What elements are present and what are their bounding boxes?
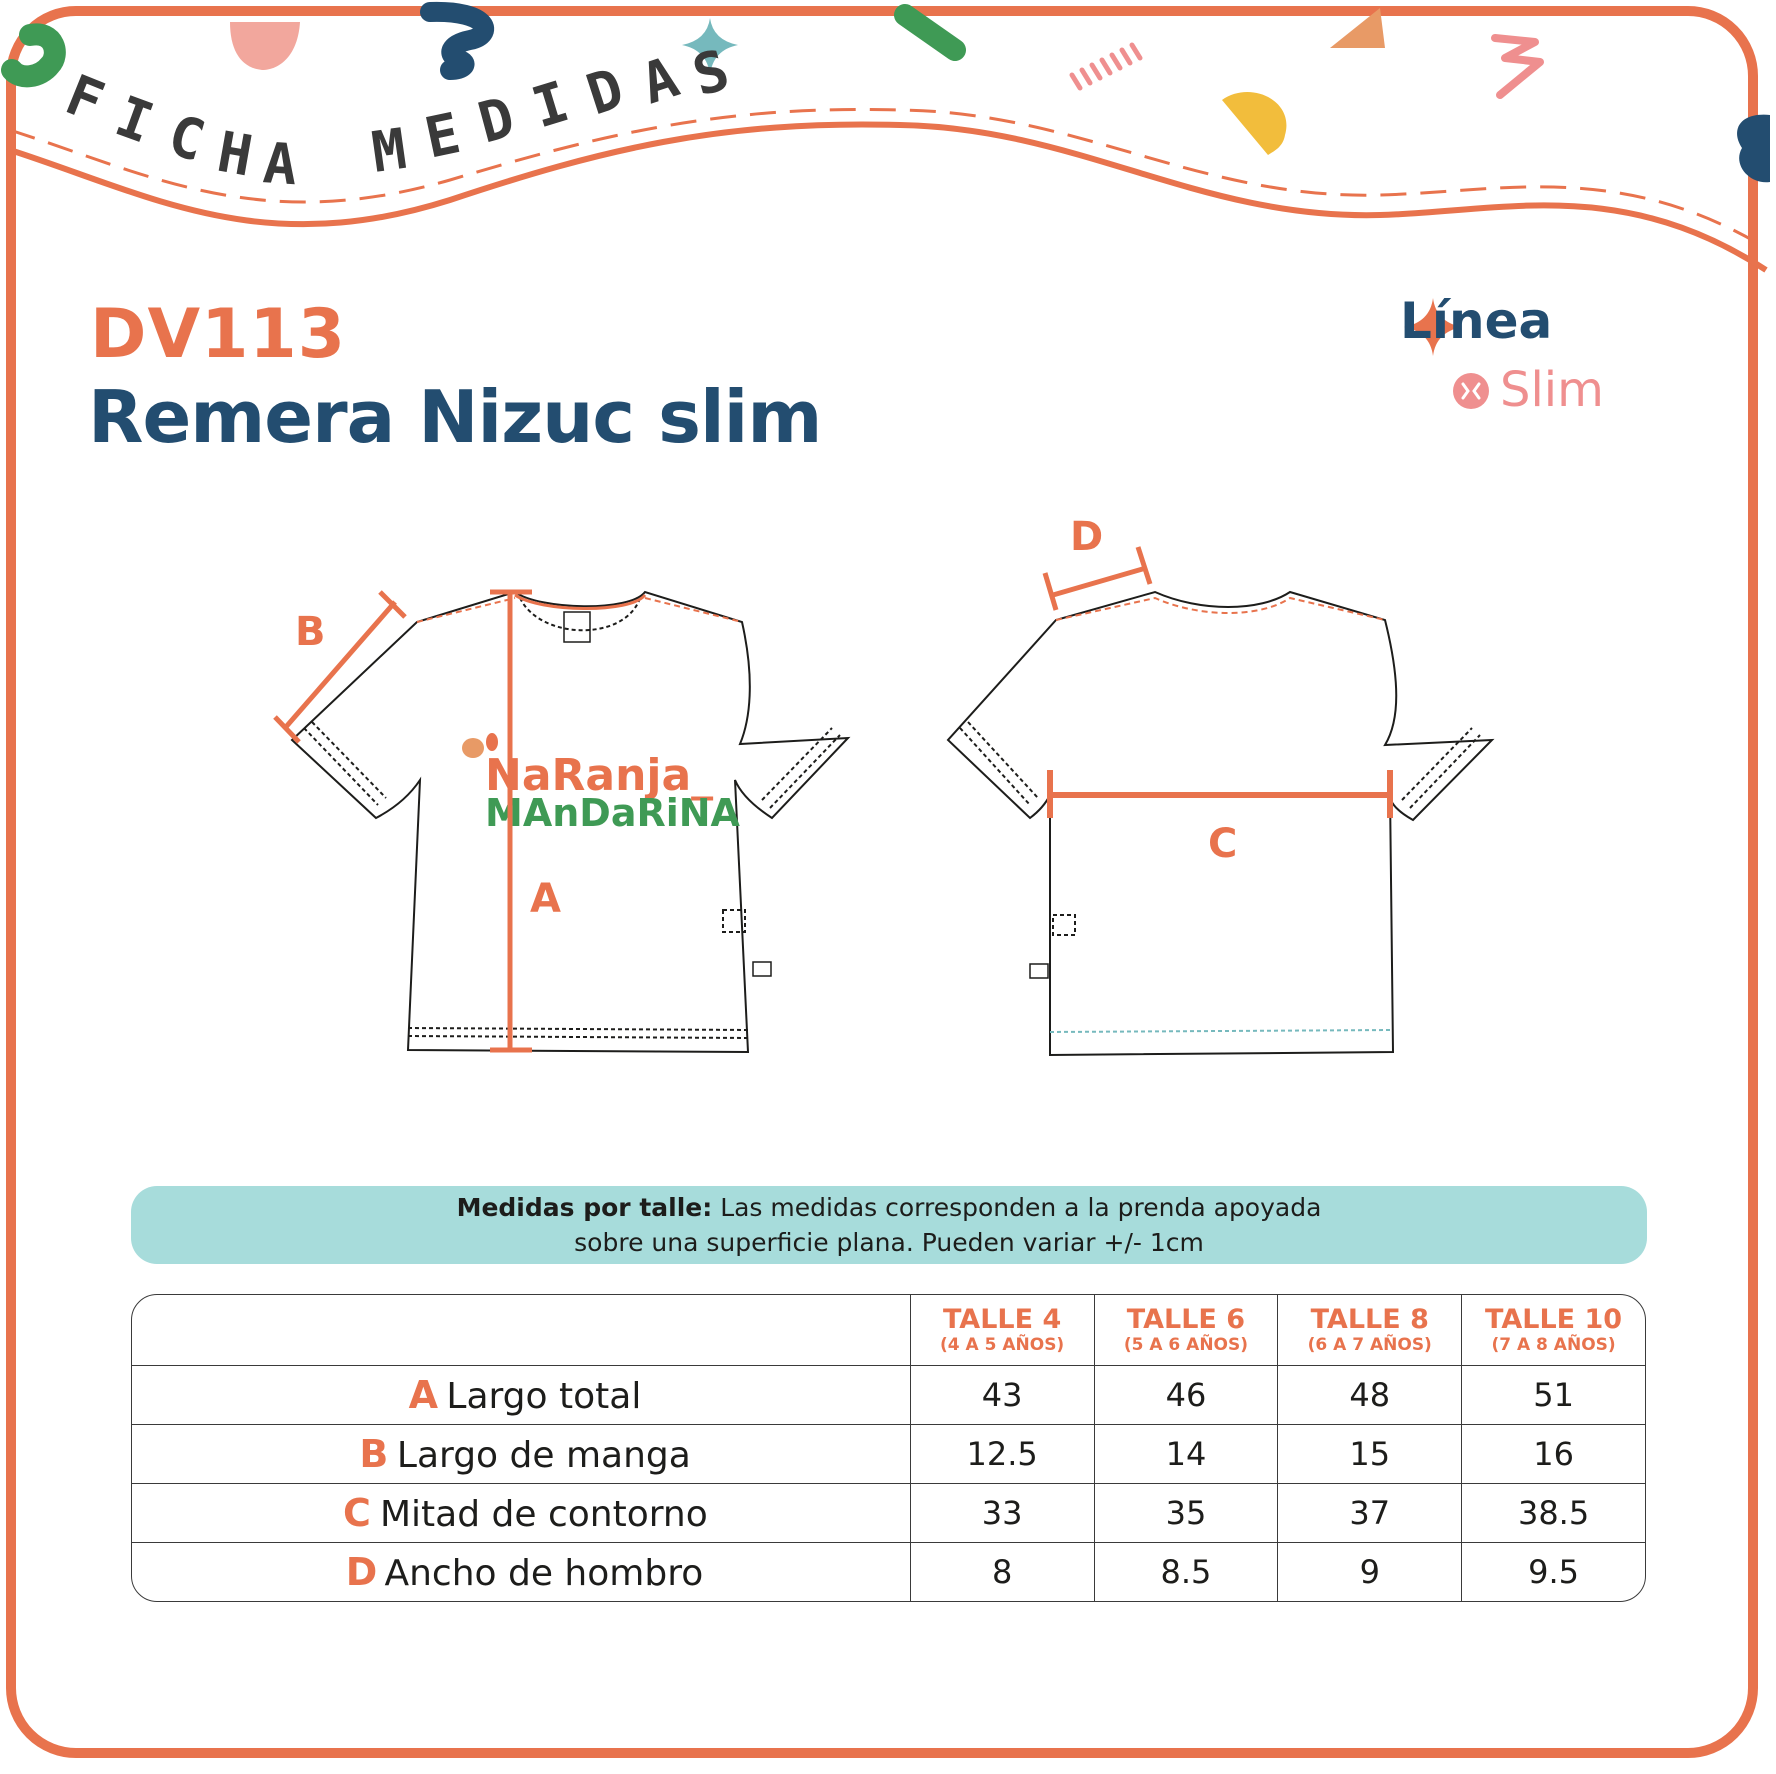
table-row: [132, 1366, 1645, 1425]
row-letter: D: [345, 1550, 378, 1594]
table-cell: 15: [1278, 1425, 1462, 1484]
table-cell: 48: [1278, 1366, 1462, 1425]
row-letter: A: [408, 1373, 439, 1417]
age-range: (5 A 6 AÑOS): [1123, 1335, 1249, 1355]
confetti-pink-bowl: [230, 22, 300, 70]
table-cell: 38.5: [1462, 1484, 1645, 1543]
row-label: [132, 1484, 911, 1543]
measure-c-line: [1050, 770, 1390, 818]
banner-letter: E: [419, 101, 466, 172]
row-name: Largo de manga: [396, 1435, 691, 1476]
row-letter: B: [359, 1432, 389, 1476]
front-shoulder-seam-left: [417, 598, 515, 622]
row-name: Largo total: [446, 1376, 642, 1417]
age-range: (7 A 8 AÑOS): [1491, 1335, 1616, 1355]
svg-text:MAnDaRiNA: MAnDaRiNA: [485, 791, 740, 835]
note-line1: Las medidas corresponden a la prenda apoyada: [720, 1193, 1322, 1222]
header-size-6: [1095, 1295, 1279, 1366]
table-cell: 35: [1095, 1484, 1279, 1543]
back-shoulder-seam: [1056, 598, 1385, 620]
confetti-yellow-half: [1222, 92, 1286, 155]
label-a: A: [530, 876, 561, 922]
product-code: DV113: [90, 295, 347, 374]
table-cell: 37: [1278, 1484, 1462, 1543]
table-cell: 46: [1095, 1366, 1279, 1425]
table-row: [132, 1543, 1645, 1601]
banner-letter: C: [161, 102, 212, 175]
row-label: [132, 1543, 911, 1601]
row-label: [132, 1425, 911, 1484]
chest-print: [462, 733, 741, 835]
confetti-green-left: [12, 34, 55, 76]
label-d: D: [1070, 514, 1104, 560]
header-size-10: [1462, 1295, 1645, 1366]
banner-letter: D: [579, 56, 632, 129]
front-shoulder-seam-right: [645, 598, 742, 622]
confetti-pink-dashes: [1072, 45, 1140, 88]
size-label: TALLE 6: [1126, 1304, 1246, 1335]
banner-letter: H: [212, 119, 258, 190]
note-line2: sobre una superficie plana. Pueden variar +/- 1cm: [574, 1228, 1204, 1257]
measurement-note: [131, 1186, 1647, 1264]
table-cell: 8.5: [1095, 1543, 1279, 1601]
confetti-green-bar: [905, 15, 955, 50]
row-label: [132, 1366, 911, 1425]
size-label: TALLE 4: [942, 1304, 1062, 1335]
banner-letter: A: [634, 45, 687, 118]
line-label: Línea: [1400, 292, 1553, 350]
row-name: Mitad de contorno: [379, 1494, 708, 1535]
size-table: [131, 1294, 1646, 1602]
table-cell: 9.5: [1528, 1553, 1580, 1591]
table-cell: 14: [1095, 1425, 1279, 1484]
header-size-8: [1278, 1295, 1462, 1366]
slim-icon: [1452, 372, 1490, 410]
table-cell: 33: [911, 1484, 1095, 1543]
banner-letter: F: [56, 62, 113, 136]
age-range: (6 A 7 AÑOS): [1307, 1335, 1432, 1355]
confetti-navy-blob: [1737, 115, 1770, 183]
table-cell: 16: [1462, 1425, 1645, 1484]
row-letter: C: [343, 1491, 371, 1535]
banner-letter: S: [685, 37, 737, 110]
line-name: Slim: [1500, 362, 1604, 418]
banner-letter: I: [525, 69, 577, 142]
banner-letter: D: [471, 85, 522, 157]
product-name: Remera Nizuc slim: [88, 375, 822, 459]
note-bold: Medidas por talle:: [456, 1193, 713, 1222]
size-label: TALLE 8: [1310, 1304, 1429, 1335]
table-cell: 9: [1278, 1543, 1462, 1601]
banner-letter: I: [107, 84, 162, 157]
table-cell: 51: [1462, 1366, 1645, 1425]
age-range: (4 A 5 AÑOS): [940, 1335, 1065, 1355]
header-size-4: [911, 1295, 1095, 1366]
label-b: B: [295, 609, 326, 655]
label-c: C: [1208, 821, 1238, 867]
back-hem-stitch: [1050, 1030, 1393, 1032]
header-blank: [132, 1295, 911, 1366]
table-cell: 12.5: [911, 1425, 1095, 1484]
table-cell: 43: [911, 1366, 1095, 1425]
banner-letter: A: [261, 131, 300, 199]
table-cell: 8: [911, 1543, 1095, 1601]
table-header-row: [132, 1295, 1645, 1366]
confetti-orange-triangle: [1330, 8, 1385, 48]
svg-text:NaRanja_: NaRanja_: [485, 750, 714, 801]
table-row: [132, 1425, 1645, 1484]
confetti-pink-zigzag: [1495, 38, 1540, 95]
garment-label-icon: [753, 962, 771, 976]
row-name: Ancho de hombro: [384, 1553, 704, 1594]
banner-letter: M: [367, 116, 411, 186]
table-row: [132, 1484, 1645, 1543]
confetti-navy-squiggle: [430, 12, 484, 70]
size-label: TALLE 10: [1485, 1304, 1623, 1335]
banner-title: [57, 38, 737, 199]
